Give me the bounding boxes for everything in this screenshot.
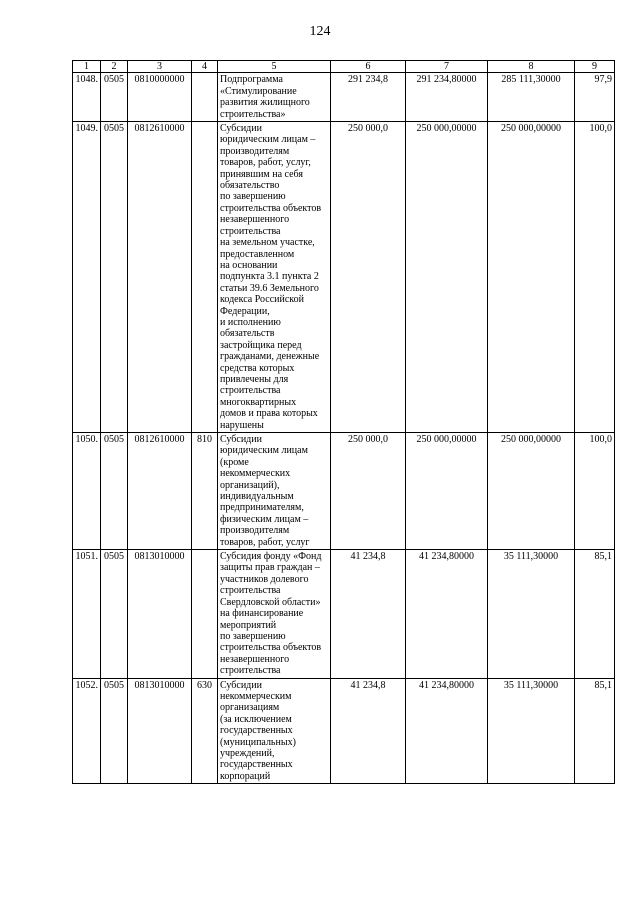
column-header: 1 <box>73 61 101 73</box>
amount-col6: 291 234,8 <box>331 73 406 122</box>
target-code: 0810000000 <box>128 73 192 122</box>
percent-col9: 85,1 <box>575 550 615 678</box>
column-header: 7 <box>406 61 488 73</box>
budget-table <box>72 60 615 784</box>
expense-type-code <box>192 73 218 122</box>
column-header: 6 <box>331 61 406 73</box>
amount-col6: 250 000,0 <box>331 122 406 433</box>
column-header: 8 <box>488 61 575 73</box>
amount-col7: 41 234,80000 <box>406 550 488 678</box>
amount-col8: 285 111,30000 <box>488 73 575 122</box>
amount-col8: 35 111,30000 <box>488 678 575 784</box>
target-code: 0812610000 <box>128 433 192 550</box>
column-header: 4 <box>192 61 218 73</box>
expense-type-code <box>192 122 218 433</box>
row-number: 1049. <box>73 122 101 433</box>
expense-type-code: 630 <box>192 678 218 784</box>
item-name: Субсидия фонду «Фонд защиты прав граждан – участников долевого строительства Свердловской области» на финансирование мероприятий по завершению строительства объектов незавершенного строительства <box>218 550 331 678</box>
table-row <box>73 678 615 784</box>
header-row <box>73 61 615 73</box>
amount-col8: 250 000,00000 <box>488 433 575 550</box>
target-code: 0813010000 <box>128 678 192 784</box>
table-row <box>73 73 615 122</box>
row-number: 1051. <box>73 550 101 678</box>
target-code: 0813010000 <box>128 550 192 678</box>
amount-col7: 250 000,00000 <box>406 433 488 550</box>
target-code: 0812610000 <box>128 122 192 433</box>
column-header: 3 <box>128 61 192 73</box>
page-number: 124 <box>309 24 331 39</box>
row-number: 1050. <box>73 433 101 550</box>
percent-col9: 100,0 <box>575 433 615 550</box>
section-code: 0505 <box>101 678 128 784</box>
column-header: 5 <box>218 61 331 73</box>
percent-col9: 100,0 <box>575 122 615 433</box>
column-header: 9 <box>575 61 615 73</box>
section-code: 0505 <box>101 550 128 678</box>
section-code: 0505 <box>101 433 128 550</box>
item-name: Субсидии юридическим лицам – производителям товаров, работ, услуг, принявшим на себя обязательство по завершению строительства объектов незавершенного строительства на земельном участке, предоставленном на основании подпункта 3.1 пункта 2 статьи 39.6 Земельного кодекса Российской Федерации, и исполнению обязательств застройщика перед гражданами, денежные средства которых привлечены для строительства многоквартирных домов и права которых нарушены <box>218 122 331 433</box>
amount-col6: 250 000,0 <box>331 433 406 550</box>
section-code: 0505 <box>101 73 128 122</box>
amount-col7: 291 234,80000 <box>406 73 488 122</box>
percent-col9: 97,9 <box>575 73 615 122</box>
amount-col7: 250 000,00000 <box>406 122 488 433</box>
table-row <box>73 122 615 433</box>
expense-type-code: 810 <box>192 433 218 550</box>
expense-type-code <box>192 550 218 678</box>
table-row <box>73 433 615 550</box>
row-number: 1048. <box>73 73 101 122</box>
amount-col8: 35 111,30000 <box>488 550 575 678</box>
percent-col9: 85,1 <box>575 678 615 784</box>
amount-col6: 41 234,8 <box>331 678 406 784</box>
item-name: Субсидии некоммерческим организациям (за исключением государственных (муниципальных) учреждений, государственных корпораций <box>218 678 331 784</box>
item-name: Подпрограмма «Стимулирование развития жилищного строительства» <box>218 73 331 122</box>
table-row <box>73 550 615 678</box>
amount-col6: 41 234,8 <box>331 550 406 678</box>
section-code: 0505 <box>101 122 128 433</box>
amount-col8: 250 000,00000 <box>488 122 575 433</box>
column-header: 2 <box>101 61 128 73</box>
row-number: 1052. <box>73 678 101 784</box>
amount-col7: 41 234,80000 <box>406 678 488 784</box>
item-name: Субсидии юридическим лицам (кроме некоммерческих организаций), индивидуальным предпринимателям, физическим лицам – производителям товаров, работ, услуг <box>218 433 331 550</box>
